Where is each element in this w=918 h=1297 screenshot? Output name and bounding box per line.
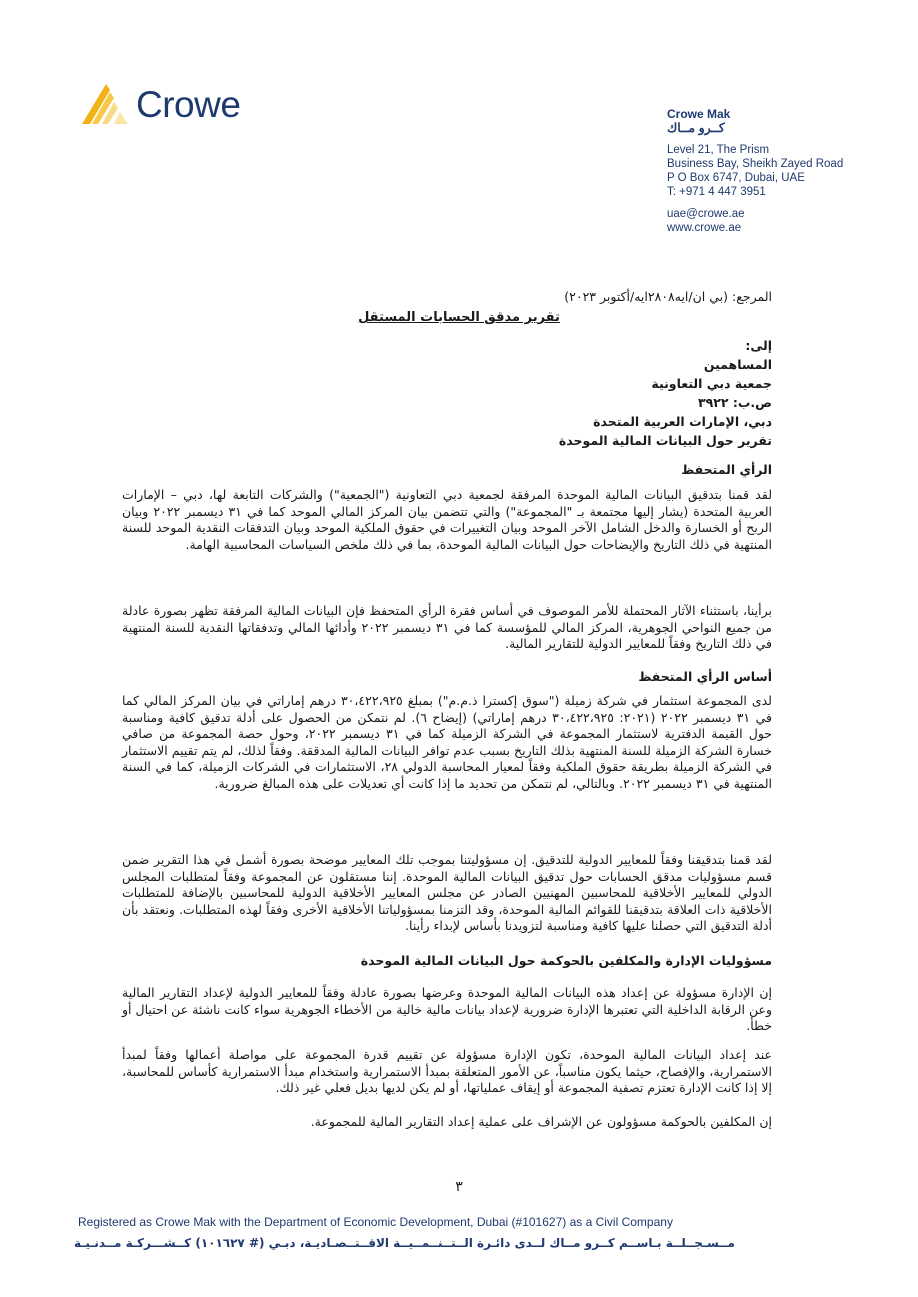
addressee-line: دبي، الإمارات العربية المتحدة bbox=[593, 414, 772, 429]
address-line-3: P O Box 6747, Dubai, UAE bbox=[667, 172, 805, 184]
firm-address-block bbox=[667, 107, 843, 235]
address-line-1: Level 21, The Prism bbox=[667, 144, 770, 156]
addressee-line: جمعية دبي التعاونية bbox=[651, 376, 772, 391]
page-number: ٣ bbox=[455, 1179, 463, 1195]
responsibilities-heading: مسؤوليات الإدارة والمكلفين بالحوكمة حول البيانات المالية الموحدة bbox=[360, 953, 772, 968]
website[interactable]: www.crowe.ae bbox=[667, 222, 742, 234]
firm-name: Crowe Mak bbox=[667, 107, 731, 121]
logo-wordmark: Crowe bbox=[136, 84, 241, 125]
addressee-line: إلى: bbox=[745, 338, 772, 353]
addressee-line: المساهمين bbox=[703, 357, 772, 372]
paragraph-2: برأينا، باستثناء الآثار المحتملة للأمر الموصوف في أساس فقرة الرأي المتحفظ فإن البيانات المالية المرفقة تظهر بصورة عادلة من جميع النواحي الجوهرية، المركز المالي للمؤسسة كما في ٣١ ديسمبر ٢٠٢٢ وأدائها المالي وتدفقاتها النقدية للسنة المنتهية في ذلك التاريخ وفقاً للمعايير الدولية للتقارير المالية. bbox=[122, 603, 772, 651]
footer-registration-en: Registered as Crowe Mak with the Department of Economic Development, Dubai (#101627) as a Civil Company bbox=[78, 1215, 673, 1229]
paragraph-5: إن الإدارة مسؤولة عن إعداد هذه البيانات المالية الموحدة وعرضها بصورة عادلة وفقاً للمعايير الدولية لإعداد التقارير المالية وعن الرقابة الداخلية التي تعتبرها الإدارة ضرورية لإعداد بيانات مالية خالية من الأخطاء الجوهرية سواء كانت ناشئة عن احتيال أو خطأ. bbox=[122, 985, 772, 1033]
paragraph-3: لدى المجموعة استثمار في شركة زميلة ("سوق إكسترا ذ.م.م") بمبلغ ٣٠،٤٢٢،٩٢٥ درهم إماراتي في بيان المركز المالي كما في ٣١ ديسمبر ٢٠٢٢ (٢٠٢١: ٣٠،٤٢٢،٩٢٥ درهم إماراتي) (إيضاح ٦). لم نتمكن من الحصول على أدلة تدقيق كافية ومناسبة حول القيمة الدفترية لاستثمار المجموعة في الشركة الزميلة كما في ٣١ ديسمبر ٢٠٢٢، وحول حصة المجموعة من صافي خسارة الشركة الزميلة للسنة المنتهية بذلك التاريخ بسبب عدم توافر البيانات المالية المدققة. وفقاً لذلك، لم يتم تقييم الاستثمار في الشركة الزميلة بطريقة حقوق الملكية وفقاً لمعيار المحاسبة الدولي ٢٨، الاستثمارات في الشركات الزميلة، كما في السنة المنتهية في ٣١ ديسمبر ٢٠٢٢. وبالتالي، لم نتمكن من تحديد ما إذا كانت أي تعديلات على هذه المبالغ ضرورية. bbox=[122, 693, 773, 791]
address-line-2: Business Bay, Sheikh Zayed Road bbox=[667, 158, 844, 170]
paragraph-7: إن المكلفين بالحوكمة مسؤولون عن الإشراف على عملية إعداد التقارير المالية للمجموعة. bbox=[310, 1114, 772, 1129]
addressee-line: ص.ب: ٣٩٢٢ bbox=[697, 395, 772, 410]
report-title: تقرير مدقق الحسابات المستقل bbox=[358, 310, 560, 325]
addressee-line: تقرير حول البيانات المالية الموحدة bbox=[558, 433, 772, 448]
email[interactable]: uae@crowe.ae bbox=[667, 208, 745, 220]
paragraph-1: لقد قمنا بتدقيق البيانات المالية الموحدة المرفقة لجمعية دبي التعاونية ("الجمعية") والشركات التابعة لها، دبي – الإمارات العربية المتحدة (يشار إليها مجتمعة بـ "المجموعة") والتي تتضمن بيان المركز المالي الموحد كما في ٣١ ديسمبر ٢٠٢٢ وبيان الربح أو الخسارة والدخل الشامل الآخر الموحد وبيان التغييرات في حقوق الملكية الموحد وبيان التدفقات النقدية الموحد للسنة المنتهية في ذلك التاريخ والإيضاحات حول البيانات المالية الموحدة، بما في ذلك ملخص السياسات المحاسبية الهامة. bbox=[122, 487, 772, 552]
qualified-opinion-heading: الرأي المتحفظ bbox=[681, 462, 772, 477]
paragraph-6: عند إعداد البيانات المالية الموحدة، تكون الإدارة مسؤولة عن تقييم قدرة المجموعة على مواصلة أعمالها وفقاً لمبدأ الاستمرارية، والإفصاح، حيثما يكون مناسباً، عن الأمور المتعلقة بمبدأ الاستمرارية واستخدام مبدأ الاستمرارية كأساس للمحاسبة، إلا إذا كانت الإدارة تعتزم تصفية المجموعة أو إيقاف عملياتها، أو لم يكن لديها بديل فعلي غير ذلك. bbox=[122, 1047, 772, 1095]
basis-heading: أساس الرأي المتحفظ bbox=[638, 669, 772, 684]
crowe-logo-mark-icon bbox=[80, 82, 132, 126]
footer-registration-ar: مــسـجــلــة بـاســم كــرو مــاك لــدى دائـرة الــتــنــمــيــة الاقــتــصـاديـة، دبـي (# ١٠١٦٢٧) كــشـــركـة مــدنـيـة bbox=[74, 1236, 735, 1250]
reference: المرجع: (بي ان/ايه٢٨٠٨ايه/أكتوبر ٢٠٢٣) bbox=[564, 289, 772, 304]
paragraph-4: لقد قمنا بتدقيقنا وفقاً للمعايير الدولية للتدقيق. إن مسؤوليتنا بموجب تلك المعايير موضحة بصورة أشمل في هذا التقرير ضمن قسم مسؤوليات مدقق الحسابات حول تدقيق البيانات المالية الموحدة. إننا مستقلون عن المجموعة وفقاً لمتطلبات المجلس الدولي للمعايير الأخلاقية للمحاسبين المهنيين الصادر عن مجلس المعايير الأخلاقية الدولية للمحاسبين بالإضافة للمتطلبات الأخلاقية ذات العلاقة بتدقيقنا للقوائم المالية الموحدة، وقد التزمنا بمسؤولياتنا الأخلاقية الأخرى وفقاً لهذه المتطلبات. ونعتقد بأن أدلة التدقيق التي حصلنا عليها كافية ومناسبة لتزويدنا بأساس لإبداء رأينا. bbox=[122, 852, 772, 933]
crowe-logo bbox=[80, 82, 280, 128]
firm-name-arabic: كــرو مــاك bbox=[667, 121, 725, 135]
addressee-block bbox=[559, 336, 772, 450]
phone: T: +971 4 447 3951 bbox=[667, 186, 766, 198]
